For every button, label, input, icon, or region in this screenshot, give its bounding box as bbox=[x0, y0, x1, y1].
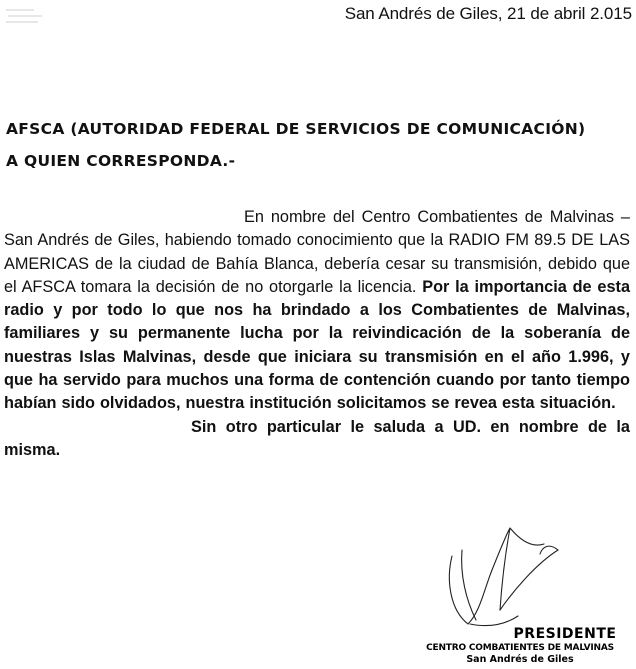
faint-stamp-mark bbox=[4, 2, 64, 32]
handwritten-signature bbox=[440, 520, 580, 630]
stamp-organization: CENTRO COMBATIENTES DE MALVINAS bbox=[426, 643, 614, 653]
stamp-location: San Andrés de Giles bbox=[466, 654, 574, 665]
recipient-organization: AFSCA (AUTORIDAD FEDERAL DE SERVICIOS DE COMUNICACIÓN) bbox=[6, 120, 586, 138]
letter-body bbox=[4, 206, 630, 462]
stamp-title: PRESIDENTE bbox=[513, 626, 617, 642]
paragraph-1-bold-text: Por la importancia de esta radio y por todo lo que nos ha brindado a los Combatientes de Malvinas, familiares y su permanente lucha por la reivindicación de la soberanía de nuestras Islas Malvinas, desde que iniciara su transmisión en el año 1.996, y que ha servido para muchos una forma de contención cuando por tanto tiempo habían sido olvidados, nuestra institución solicitamos se revea esta situación. bbox=[4, 277, 631, 413]
body-paragraph-2: Sin otro particular le saluda a UD. en nombre de la misma. bbox=[4, 417, 630, 459]
recipient-salutation: A QUIEN CORRESPONDA.- bbox=[6, 152, 236, 170]
paragraph-1-regular-text: En nombre del Centro Combatientes de Malvinas – San Andrés de Giles, habiendo tomado conocimiento que la RADIO FM 89.5 DE LAS AMERICAS de la ciudad de Bahía Blanca, debería cesar su transmisión, debido que el AFSCA tomara la decisión de no otorgarle la licencia. bbox=[4, 208, 630, 296]
president-stamp bbox=[410, 626, 630, 665]
body-paragraph-1 bbox=[4, 206, 630, 416]
letter-date: San Andrés de Giles, 21 de abril 2.015 bbox=[344, 4, 632, 23]
